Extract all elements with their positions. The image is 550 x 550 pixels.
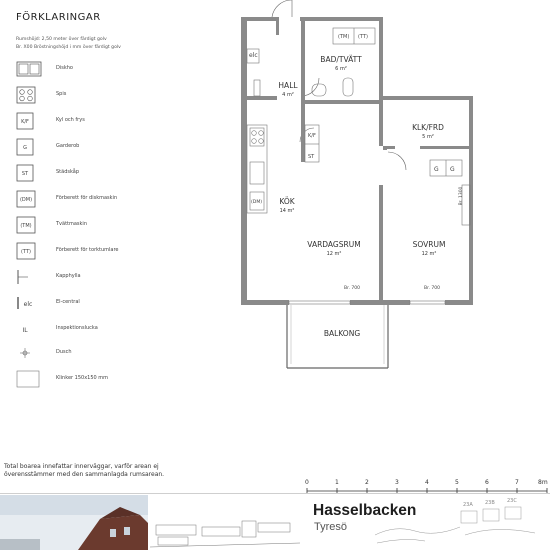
- legend-item-garderob: G Garderob: [16, 138, 226, 158]
- room-bad-name: BAD/TVÄTT: [320, 55, 362, 64]
- scale-label-2: 2: [365, 479, 369, 486]
- electric-panel-label: elc: [249, 52, 258, 59]
- room-klk-area: 5 m²: [422, 134, 434, 140]
- room-sovrum-area: 12 m²: [421, 251, 437, 257]
- svg-text:(TM): (TM): [20, 223, 32, 229]
- site-plan-thumbnail: [150, 495, 300, 550]
- key-plan-drawing: [365, 495, 550, 550]
- legend-item-dusch: Dusch: [16, 344, 226, 364]
- legend-title: FÖRKLARINGAR: [16, 12, 101, 23]
- site-label-b: 23B: [485, 500, 495, 506]
- room-klk-name: KLK/FRD: [412, 123, 444, 132]
- sill-side: Br. 1300: [459, 186, 464, 206]
- svg-text:K/F: K/F: [21, 119, 29, 125]
- room-balkong-name: BALKONG: [323, 329, 361, 338]
- legend-item-tvattmaskin: (TM) Tvättmaskin: [16, 216, 226, 236]
- wardrobe-label-1: G: [434, 166, 439, 173]
- legend-item-torktumlare: (TT) Förberett för torktumlare: [16, 242, 226, 262]
- building-photo: [0, 495, 148, 550]
- scale-label-0: 0: [305, 479, 309, 486]
- scale-label-6: 6: [485, 479, 489, 486]
- project-location: Tyresö: [314, 521, 348, 533]
- legend-item-diskho: Diskho: [16, 60, 226, 80]
- sill-sovrum: Br. 700: [424, 286, 440, 291]
- wardrobe-label-2: G: [450, 166, 455, 173]
- room-hall-area: 4 m²: [282, 92, 294, 98]
- legend-item-diskmaskin: (DM) Förberett för diskmaskin: [16, 190, 226, 210]
- svg-text:elc: elc: [23, 301, 33, 308]
- site-plan-drawing: [150, 495, 300, 550]
- legend-item-stadskap: ST Städskåp: [16, 164, 226, 184]
- sill-height-note: Br. X00 Bröstningshöjd i mm över färdigt golv: [16, 45, 121, 50]
- room-hall-name: HALL: [278, 81, 298, 90]
- sill-vardagsrum: Br. 700: [344, 286, 360, 291]
- room-bad-area: 6 m²: [335, 66, 347, 72]
- scale-label-8: 8m: [538, 479, 548, 486]
- room-sovrum-name: SOVRUM: [412, 240, 446, 249]
- svg-text:ST: ST: [21, 171, 29, 177]
- svg-text:G: G: [23, 145, 27, 151]
- footer-divider: [0, 493, 550, 494]
- room-kok-name: KÖK: [279, 197, 295, 206]
- area-footnote: Total boarea innefattar innerväggar, varför arean ej överensstämmer med den sammanlagda rumsarean.: [4, 463, 165, 478]
- dryer-label: (TT): [358, 34, 368, 40]
- cleaning-cabinet-label: ST: [308, 154, 315, 160]
- scale-label-1: 1: [335, 479, 339, 486]
- key-plan: [365, 495, 550, 550]
- project-name: Hasselbacken: [313, 502, 417, 519]
- scale-label-7: 7: [515, 479, 519, 486]
- legend-item-spis: Spis: [16, 86, 226, 106]
- svg-text:(TT): (TT): [21, 249, 31, 255]
- scale-label-5: 5: [455, 479, 459, 486]
- site-label-a: 23A: [463, 502, 473, 508]
- legend-item-kyl-frys: K/F Kyl och frys: [16, 112, 226, 132]
- scale-label-4: 4: [425, 479, 429, 486]
- svg-text:IL: IL: [22, 327, 28, 334]
- legend-item-inspektionslucka: IL Inspektionslucka: [16, 320, 226, 340]
- room-kok-area: 14 m²: [279, 208, 295, 214]
- room-vardagsrum-name: VARDAGSRUM: [307, 240, 361, 249]
- scale-label-3: 3: [395, 479, 399, 486]
- svg-text:(DM): (DM): [19, 197, 33, 203]
- washing-machine-label: (TM): [338, 34, 350, 40]
- legend-item-el-central: elc El-central: [16, 294, 226, 314]
- fridge-label: K/F: [308, 133, 316, 139]
- legend-item-klinker: Klinker 150x150 mm: [16, 370, 226, 390]
- building-illustration: [0, 495, 148, 550]
- site-label-c: 23C: [507, 498, 517, 504]
- legend-item-kapphylla: Kapphylla: [16, 268, 226, 288]
- room-vardagsrum-area: 12 m²: [326, 251, 342, 257]
- room-height-note: Rumshöjd: 2,50 meter över färdigt golv: [16, 37, 107, 42]
- dishwasher-label: (DM): [251, 200, 263, 205]
